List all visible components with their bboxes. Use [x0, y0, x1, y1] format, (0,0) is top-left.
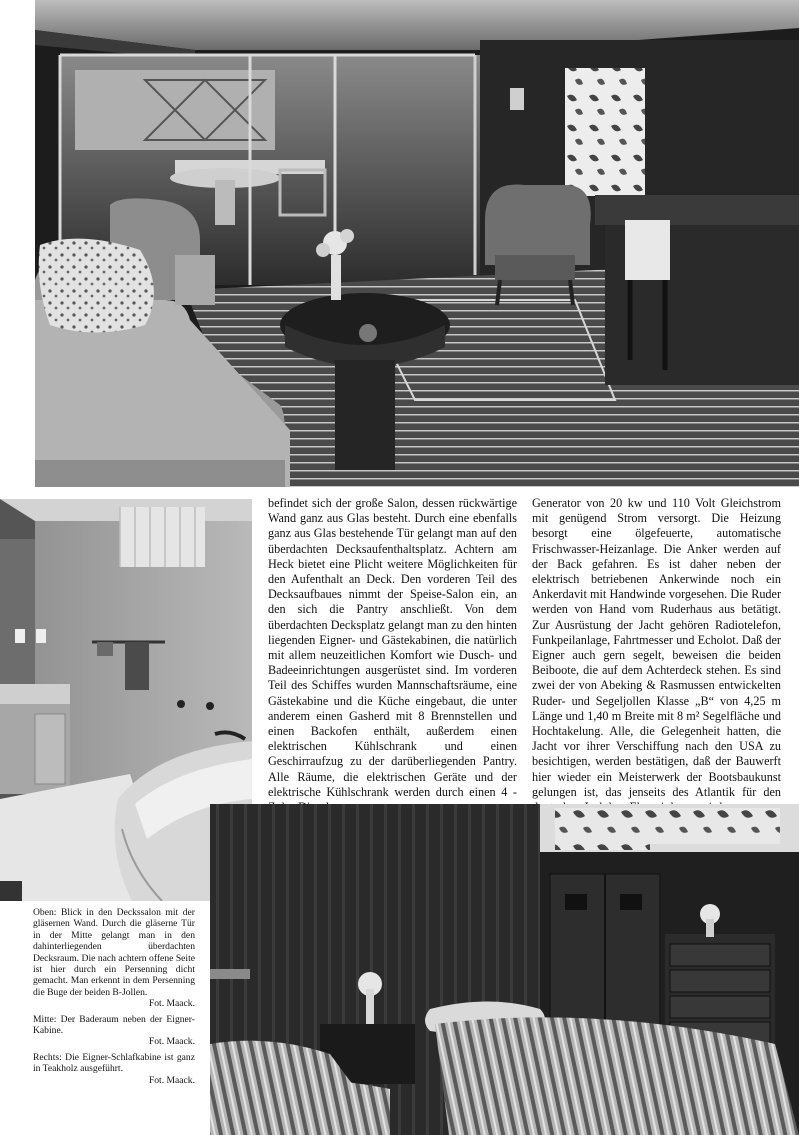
- caption-rechts-text: Rechts: Die Eigner-Schlafkabine ist ganz in Teakholz ausgeführt.: [33, 1051, 195, 1075]
- photo-captions: [33, 907, 195, 1090]
- caption-mitte-credit: Fot. Maack.: [148, 1036, 195, 1048]
- deck-salon-photo: [35, 0, 799, 487]
- owner-cabin-photo: [210, 804, 799, 1135]
- article-column-2: Generator von 20 kw und 110 Volt Gleichstrom mit genügend Strom versorgt. Die Heizung besorgt eine ölgefeuerte, automatische Frischwasser-Heizanlage. Die Anker werden auf der Back gefahren. Es ist daher neben der elektrisch betriebenen Ankerwinde noch ein Ankerdavit mit Handwinde vorgesehen. Die Ruder werden von Hand vom Ruderhaus aus betätigt. Zur Ausrüstung der Jacht gehören Radiotelefon, Funkpeilanlage, Fahrtmesser und Echolot. Daß der Eigner auch gern segelt, beweisen die beiden Beiboote, die auf dem Achterdeck stehen. Es sind zwei der von Abeking & Rasmussen entwickelten Ruder- und Segeljollen Klasse „B“ von 4,25 m Länge und 1,40 m Breite mit 8 m² Segelfläche und Hochtakelung. Alle, die Gelegenheit hatten, die Jacht vor ihrer Verschiffung nach den USA zu besichtigen, werden bestätigen, daß der Bauwerft hier wieder ein Meisterwerk der Bootsbaukunst gelungen ist, das jenseits des Atlantik für den: [532, 496, 781, 799]
- article-column-1: befindet sich der große Salon, dessen rückwärtige Wand ganz aus Glas besteht. Durch eine ebenfalls ganz aus Glas bestehende Tür gelangt man auf den überdachten Decksaufenthaltsplatz. Achtern am Heck bietet eine Plicht weitere Möglichkeiten für den Aufenthalt an Deck. Den vorderen Teil des Decksaufbaues nimmt der Speise-Salon ein, an den sich die Pantry anschließt. Von dem überdachten Decksplatz gelangt man zu den hinten liegenden Eigner- und Gästekabinen, die natürlich mit allem neuzeitlichen Komfort wie Dusch- und Badeeinrichtungen ausgerüstet sind. Im vorderen Teil des Schiffes wurden Mannschaftsräume, eine Gästekabine und die Küche eingebaut, die unter anderem einen Gasherd mit 8 Brennstellen und einen Backofen enthält, außerdem einen elektrischen Kühlschrank und einen Geschirraufzug zu der darüberliegenden Pantry. Alle Räume, die elektrischen Geräte und der elektrische Kühlschrank werden durch einen 4 -: [268, 496, 517, 799]
- caption-mitte: [33, 1014, 195, 1048]
- caption-oben-credit: Fot. Maack.: [148, 998, 195, 1010]
- caption-mitte-text: Mitte: Der Baderaum neben der Eigner-Kabine.: [33, 1013, 195, 1037]
- caption-rechts: [33, 1052, 195, 1086]
- caption-oben-text: Oben: Blick in den Deckssalon mit der gläsernen Wand. Durch die gläserne Tür in der Mitte gelangt man in den dahinterliegenden überdachten Decksraum. Die nach achtern offene Seite ist hier durch ein Persenning dicht gemacht. Man erkennt in dem Persenning die Buge der beiden B-Jollen.: [33, 907, 195, 998]
- caption-rechts-credit: Fot. Maack.: [148, 1074, 195, 1086]
- caption-oben: [33, 907, 195, 1010]
